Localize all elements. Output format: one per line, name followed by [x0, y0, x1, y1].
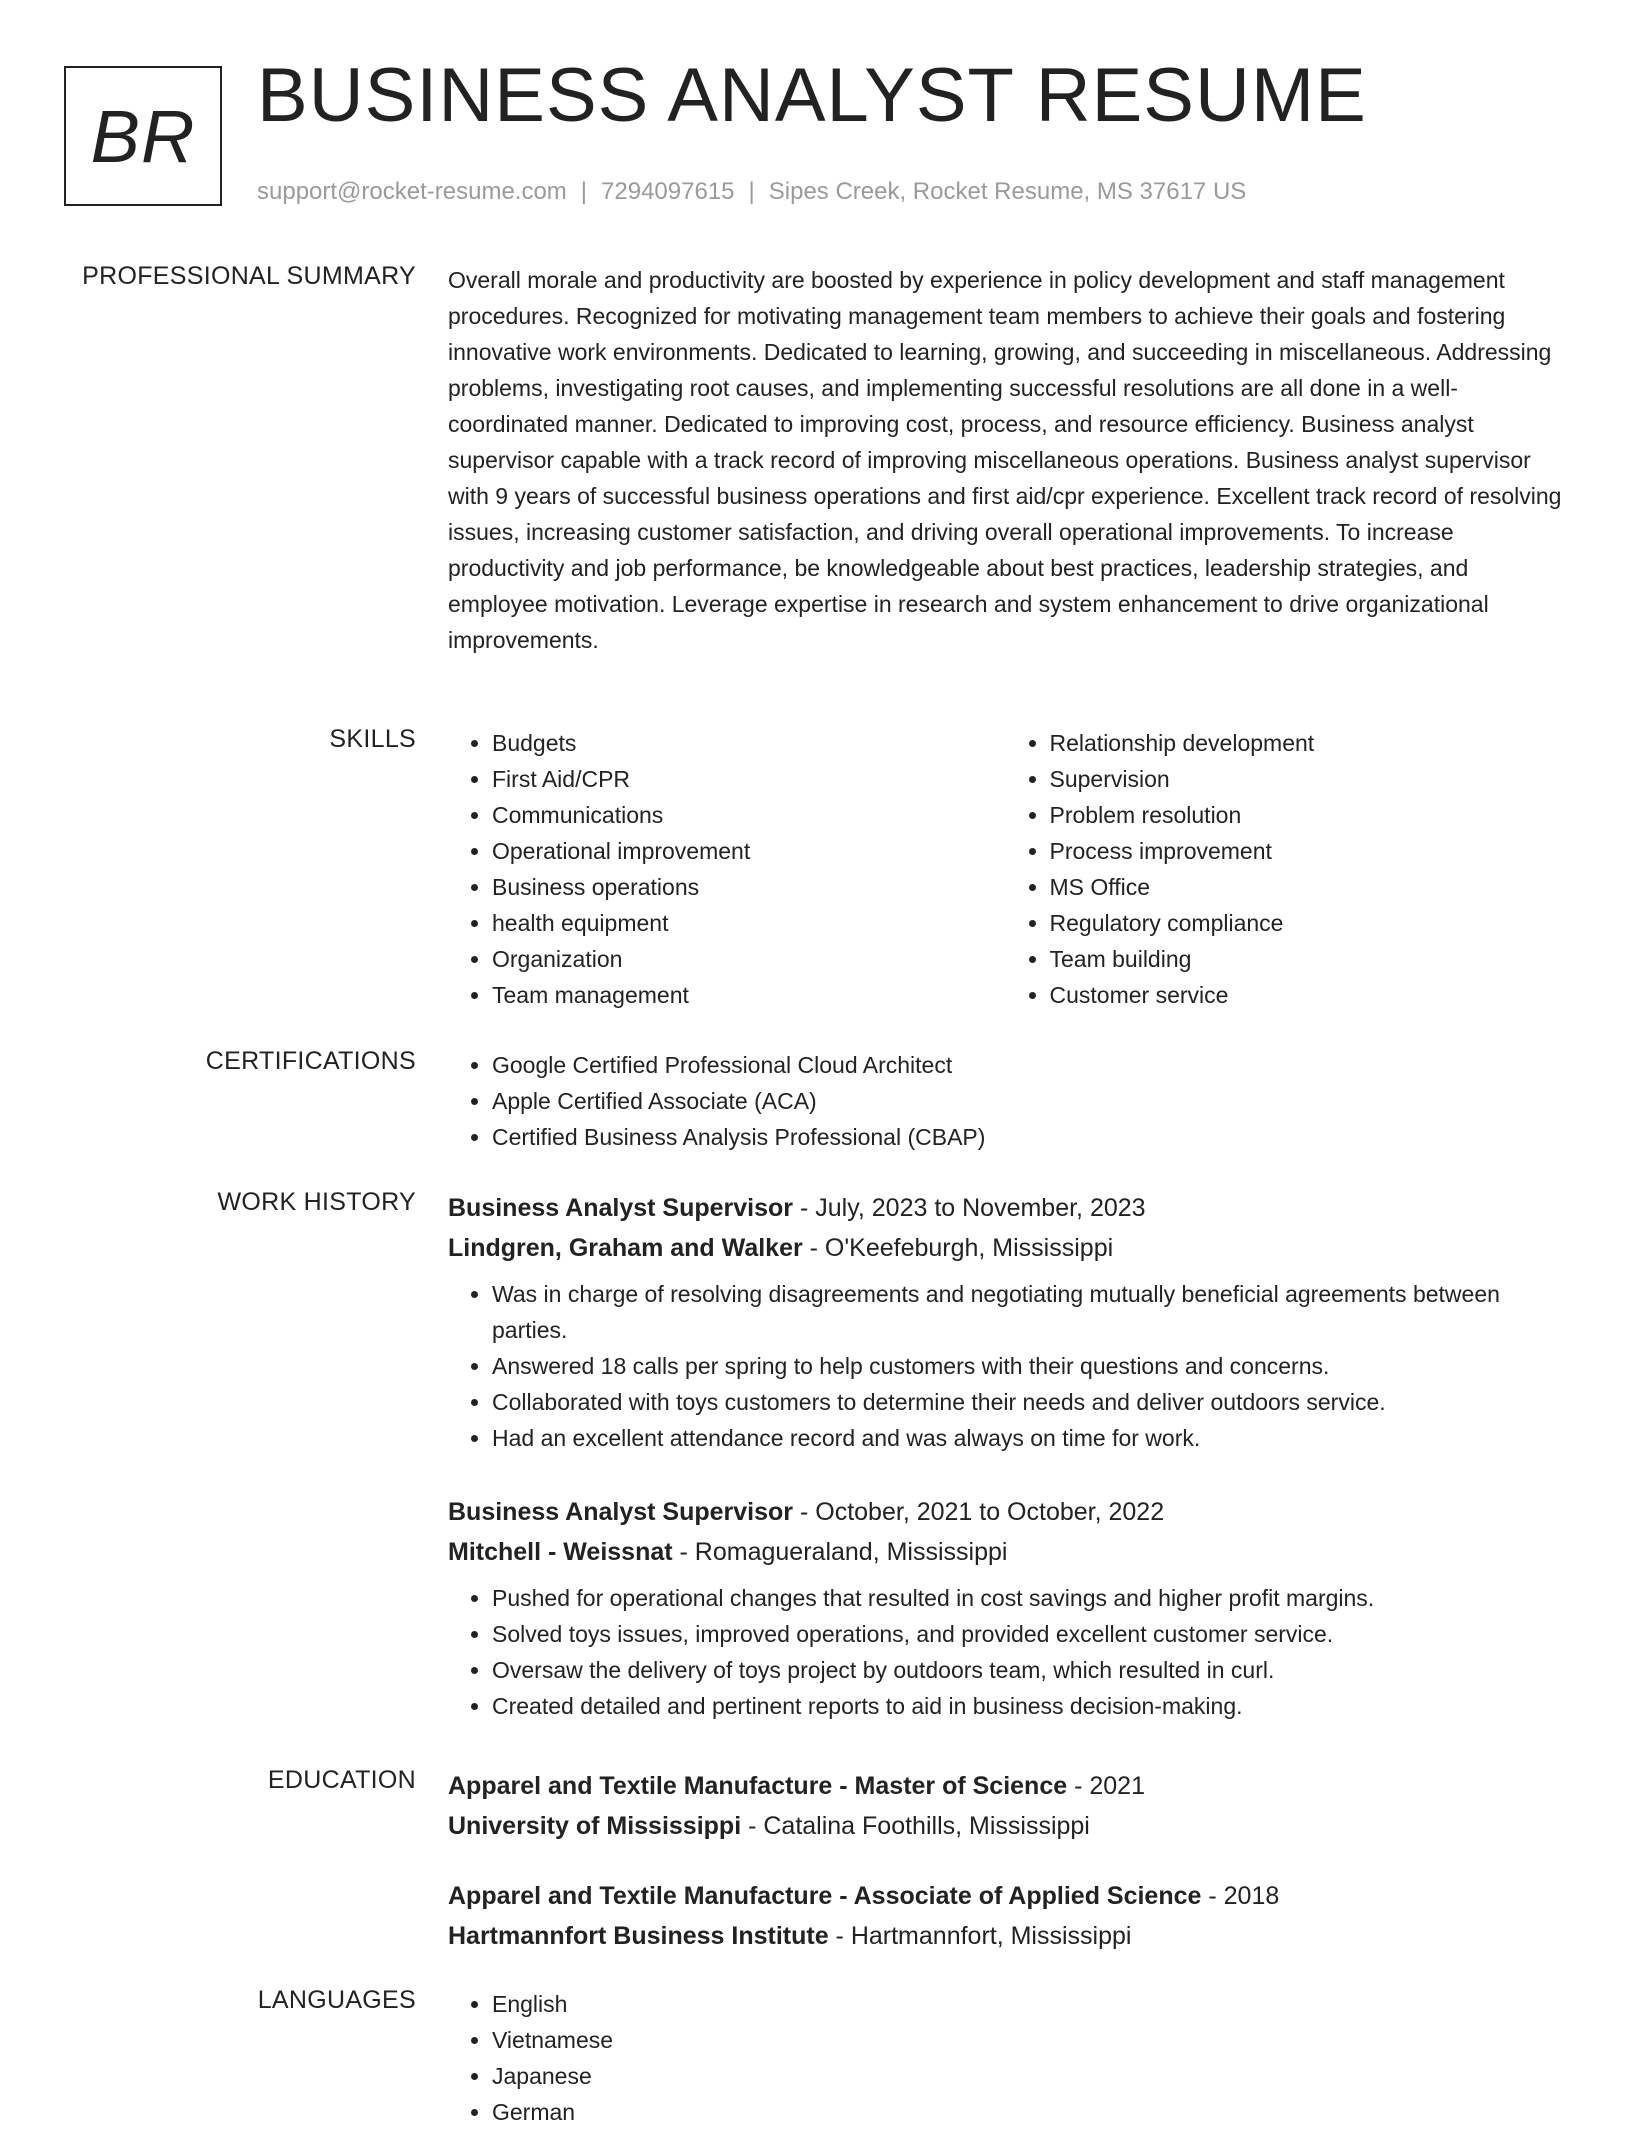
- education-body: [448, 1766, 1563, 1986]
- languages-list: [448, 1986, 1563, 2130]
- certification-item: • Apple Certified Associate (ACA): [492, 1083, 1563, 1119]
- skill-item: • Team management: [492, 977, 1006, 1013]
- skill-item: • Relationship development: [1050, 725, 1564, 761]
- education-school-line: [448, 1916, 1563, 1956]
- education-year: - 2018: [1201, 1882, 1280, 1910]
- education-location: - Hartmannfort, Mississippi: [828, 1922, 1132, 1950]
- job-location: - Romagueraland, Mississippi: [672, 1538, 1008, 1566]
- education-school: Hartmannfort Business Institute: [448, 1922, 829, 1950]
- language-item: • Japanese: [492, 2058, 1563, 2094]
- job-title: Business Analyst Supervisor: [448, 1194, 794, 1222]
- job-bullet: • Was in charge of resolving disagreements and negotiating mutually beneficial agreements between parties.: [492, 1276, 1563, 1348]
- job-dates: - October, 2021 to October, 2022: [793, 1498, 1165, 1526]
- certification-item: • Certified Business Analysis Professional (CBAP): [492, 1119, 1563, 1155]
- language-item: • English: [492, 1986, 1563, 2022]
- job-company: Lindgren, Graham and Walker: [448, 1234, 803, 1262]
- contact-separator: |: [580, 178, 588, 205]
- skills-body: [448, 725, 1563, 1013]
- job-bullet: • Created detailed and pertinent reports to aid in business decision-making.: [492, 1688, 1563, 1724]
- education-location: - Catalina Foothills, Mississippi: [741, 1812, 1090, 1840]
- education-degree: Apparel and Textile Manufacture - Master of Science: [448, 1772, 1068, 1800]
- job-entry: [448, 1492, 1563, 1724]
- job-bullets: [448, 1580, 1563, 1724]
- skill-item: • Supervision: [1050, 761, 1564, 797]
- monogram-logo: BR: [64, 66, 222, 206]
- section-label: SKILLS: [329, 725, 416, 753]
- section-label: LANGUAGES: [257, 1986, 416, 2014]
- job-title-line: [448, 1188, 1563, 1228]
- job-bullet: • Solved toys issues, improved operations, and provided excellent customer service.: [492, 1616, 1563, 1652]
- job-location: - O'Keefeburgh, Mississippi: [802, 1234, 1114, 1262]
- education-entry: [448, 1766, 1563, 1846]
- skills-list-left: [448, 725, 1006, 1013]
- job-title: Business Analyst Supervisor: [448, 1498, 794, 1526]
- resume-title: BUSINESS ANALYST RESUME: [257, 53, 1367, 138]
- job-company-line: [448, 1532, 1563, 1572]
- job-dates: - July, 2023 to November, 2023: [793, 1194, 1146, 1222]
- certifications-body: [448, 1047, 1563, 1155]
- contact-phone[interactable]: 7294097615: [601, 178, 735, 205]
- education-year: - 2021: [1067, 1772, 1145, 1800]
- job-entry: [448, 1188, 1563, 1456]
- job-bullet: • Answered 18 calls per spring to help customers with their questions and concerns.: [492, 1348, 1563, 1384]
- skill-item: • Team building: [1050, 941, 1564, 977]
- job-title-line: [448, 1492, 1563, 1532]
- certification-item: • Google Certified Professional Cloud Architect: [492, 1047, 1563, 1083]
- education-school: University of Mississippi: [448, 1812, 742, 1840]
- language-item: • Vietnamese: [492, 2022, 1563, 2058]
- skill-item: • Budgets: [492, 725, 1006, 761]
- education-degree-line: [448, 1766, 1563, 1806]
- section-label: WORK HISTORY: [217, 1188, 416, 1216]
- education-school-line: [448, 1806, 1563, 1846]
- certifications-list: [448, 1047, 1563, 1155]
- education-degree-line: [448, 1876, 1563, 1916]
- education-entry: [448, 1876, 1563, 1956]
- contact-email[interactable]: support@rocket-resume.com: [257, 178, 567, 205]
- skill-item: • First Aid/CPR: [492, 761, 1006, 797]
- job-bullet: • Had an excellent attendance record and was always on time for work.: [492, 1420, 1563, 1456]
- contact-separator: |: [748, 178, 755, 205]
- skill-item: • Customer service: [1050, 977, 1564, 1013]
- contact-address: Sipes Creek, Rocket Resume, MS 37617 US: [768, 178, 1247, 205]
- skill-item: • health equipment: [492, 905, 1006, 941]
- job-company-line: [448, 1228, 1563, 1268]
- skill-item: • Process improvement: [1050, 833, 1564, 869]
- skill-item: • Operational improvement: [492, 833, 1006, 869]
- summary-body: [448, 262, 1563, 658]
- job-bullet: • Collaborated with toys customers to determine their needs and deliver outdoors service.: [492, 1384, 1563, 1420]
- section-label: PROFESSIONAL SUMMARY: [82, 262, 416, 290]
- skill-item: • Organization: [492, 941, 1006, 977]
- skill-item: • Communications: [492, 797, 1006, 833]
- summary-text: Overall morale and productivity are boosted by experience in policy development and staff management procedures. Recognized for motivating management team members to achieve their goals and fostering innovative work environments. Dedicated to learning, growing, and succeeding in miscellaneous. Addressing problems, investigating root causes, and implementing successful resolutions are all done in a well-coordinated manner. Dedicated to improving cost, process, and resource efficiency. Business analyst supervisor capable with a track record of improving miscellaneous operations. Business analyst supervisor with 9 years of successful business operations and first aid/cpr experience. Excellent track record of resolving issues, increasing customer satisfaction, and driving overall operational improvements. To increase productivity and job performance, be knowledgeable about best practices, leadership strategies, and employee motivation. Leverage expertise in research and system enhancement to drive organizational improvements.: [448, 267, 1562, 653]
- job-company: Mitchell - Weissnat: [448, 1538, 673, 1566]
- job-bullet: • Pushed for operational changes that resulted in cost savings and higher profit margins.: [492, 1580, 1563, 1616]
- section-label: EDUCATION: [267, 1766, 416, 1794]
- contact-line: [257, 178, 1246, 206]
- job-bullets: [448, 1276, 1563, 1456]
- skill-item: • Business operations: [492, 869, 1006, 905]
- section-label: CERTIFICATIONS: [205, 1047, 416, 1075]
- job-bullet: • Oversaw the delivery of toys project by outdoors team, which resulted in curl.: [492, 1652, 1563, 1688]
- languages-body: [448, 1986, 1563, 2130]
- skill-item: • Problem resolution: [1050, 797, 1564, 833]
- skills-list-right: [1006, 725, 1564, 1013]
- work-history-body: [448, 1188, 1563, 1760]
- education-degree: Apparel and Textile Manufacture - Associate of Applied Science: [448, 1882, 1202, 1910]
- skill-item: • MS Office: [1050, 869, 1564, 905]
- skill-item: • Regulatory compliance: [1050, 905, 1564, 941]
- language-item: • German: [492, 2094, 1563, 2130]
